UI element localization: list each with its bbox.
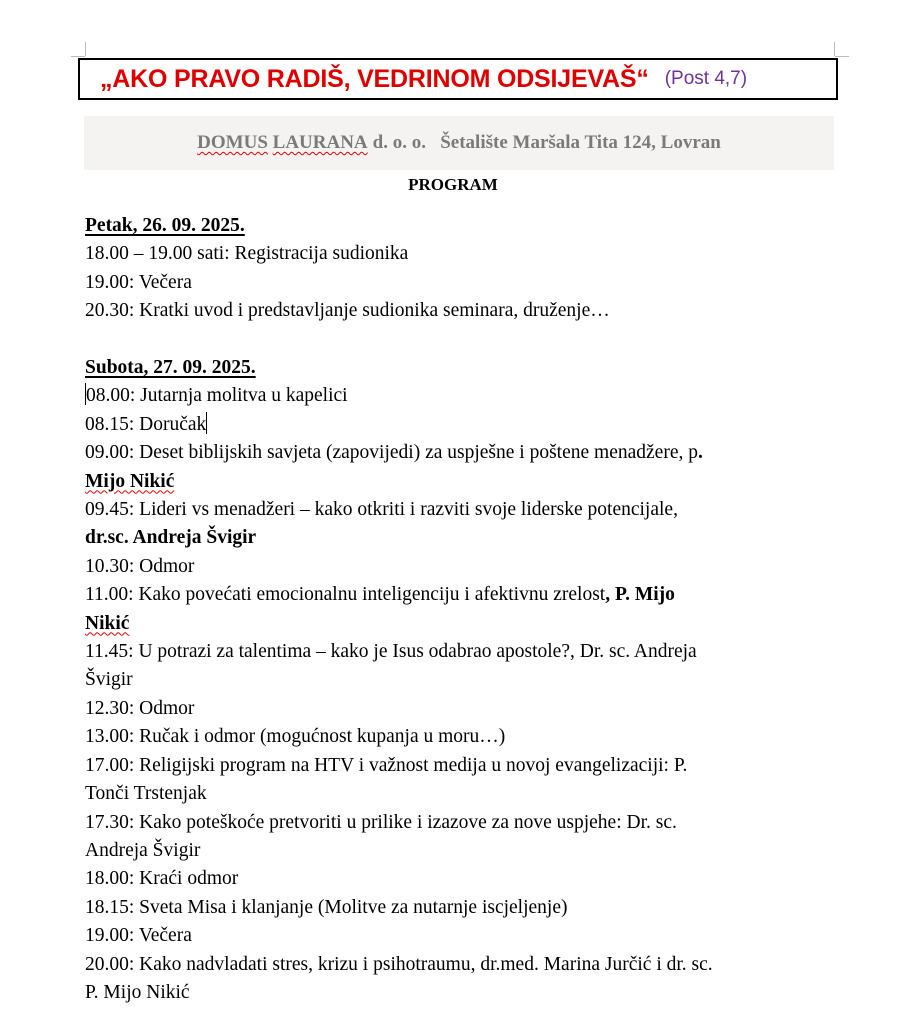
title-main: „AKO PRAVO RADIŠ, VEDRINOM ODSIJEVAŠ“ bbox=[100, 64, 649, 93]
list-item-speaker: Švigir bbox=[85, 669, 133, 691]
list-item-speaker: Andreja Švigir bbox=[85, 839, 201, 861]
list-item-speaker: Tonči Trstenjak bbox=[85, 783, 207, 805]
crop-mark-left bbox=[85, 42, 86, 56]
item-text: 09.00: Deset biblijskih savjeta (zapovijedi) za uspješne i poštene menadžere, p bbox=[85, 442, 698, 464]
title-box bbox=[78, 58, 838, 100]
item-text-bold: . bbox=[697, 442, 703, 464]
crop-mark-right bbox=[834, 42, 835, 56]
list-item-speaker bbox=[85, 610, 855, 638]
list-item: 12.30: Odmor bbox=[85, 697, 195, 719]
list-item bbox=[85, 411, 855, 439]
list-item: 09.45: Lideri vs menadžeri – kako otkriti i razviti svoje liderske potencijale, bbox=[85, 499, 678, 521]
venue-address: d. o. o. Šetalište Maršala Tita 124, Lovran bbox=[372, 132, 721, 153]
spacer bbox=[85, 326, 855, 354]
speaker-name: , P. Mijo bbox=[605, 584, 675, 606]
list-item: 11.45: U potrazi za talentima – kako je Isus odabrao apostole?, Dr. sc. Andreja bbox=[85, 641, 697, 663]
list-item bbox=[85, 382, 855, 410]
item-text: 11.00: Kako povećati emocionalnu inteligenciju i afektivnu zrelost bbox=[85, 584, 606, 606]
speaker-name: dr.sc. Andreja Švigir bbox=[85, 527, 257, 549]
list-item: 18.15: Sveta Misa i klanjanje (Molitve za nutarnje iscjeljenje) bbox=[85, 896, 568, 918]
title-reference: (Post 4,7) bbox=[664, 68, 748, 89]
list-item-speaker bbox=[85, 524, 855, 552]
list-item-speaker bbox=[85, 468, 855, 496]
list-item: 10.30: Odmor bbox=[85, 555, 195, 577]
item-text: 08.00: Jutarnja molitva u kapelici bbox=[86, 385, 348, 407]
crop-mark-right-h bbox=[835, 56, 849, 57]
list-item bbox=[85, 581, 855, 609]
speaker-name: Mijo Nikić bbox=[85, 470, 175, 492]
list-item-speaker: P. Mijo Nikić bbox=[85, 981, 190, 1003]
list-item: 19.00: Večera bbox=[85, 925, 192, 947]
list-item: 17.00: Religijski program na HTV i važnost medija u novoj evangelizaciji: P. bbox=[85, 754, 688, 776]
crop-mark-left-h bbox=[71, 56, 85, 57]
speaker-name: Nikić bbox=[85, 612, 130, 634]
venue-header bbox=[84, 116, 834, 170]
venue-name-part1: DOMUS bbox=[197, 132, 268, 153]
day-heading-friday: Petak, 26. 09. 2025. bbox=[85, 215, 245, 236]
venue-name-part2: LAURANA bbox=[272, 132, 368, 153]
program-heading: PROGRAM bbox=[408, 175, 498, 194]
list-item: 13.00: Ručak i odmor (mogućnost kupanja u moru…) bbox=[85, 726, 506, 748]
list-item: 19.00: Večera bbox=[85, 271, 192, 293]
item-text: 08.15: Doručak bbox=[85, 413, 207, 435]
text-cursor bbox=[206, 412, 207, 434]
list-item: 18.00: Kraći odmor bbox=[85, 868, 239, 890]
list-item: 20.00: Kako nadvladati stres, krizu i psihotraumu, dr.med. Marina Jurčić i dr. sc. bbox=[85, 953, 713, 975]
list-item: 20.30: Kratki uvod i predstavljanje sudionika seminara, druženje… bbox=[85, 300, 610, 322]
list-item bbox=[85, 439, 855, 467]
list-item: 17.30: Kako poteškoće pretvoriti u prilike i izazove za nove uspjehe: Dr. sc. bbox=[85, 811, 677, 833]
list-item: 18.00 – 19.00 sati: Registracija sudionika bbox=[85, 243, 409, 265]
program-body bbox=[85, 212, 855, 1007]
day-heading-saturday: Subota, 27. 09. 2025. bbox=[85, 357, 256, 379]
